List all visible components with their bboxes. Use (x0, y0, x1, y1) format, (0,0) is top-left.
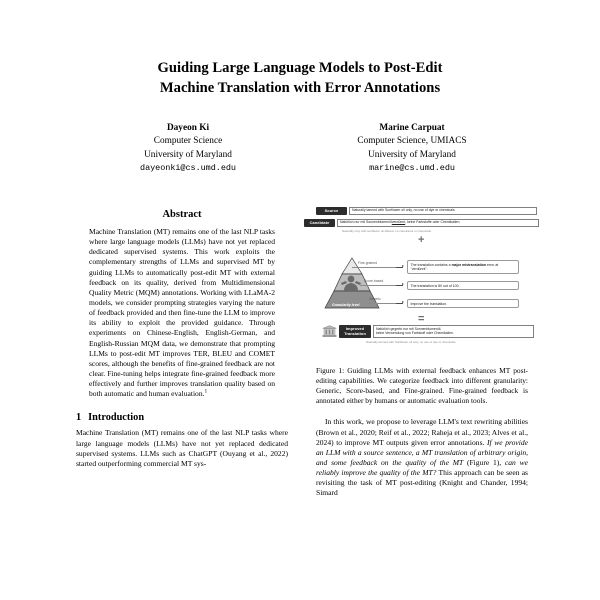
right-column (309, 205, 528, 499)
candidate-text-after: , keine Farbstoffe oder Chemikalien. (405, 220, 461, 225)
feedback-generic (407, 299, 519, 308)
source-tag: Source (316, 207, 347, 215)
pyramid-label: Granularity level (332, 303, 360, 307)
abstract-body (89, 227, 275, 399)
candidate-gloss: Naturally only with sunflower oil diluted, no colourants or chemicals. (342, 229, 432, 233)
figure-1 (309, 205, 528, 405)
candidate-text-before: Natürlich nur mit Sonnenblumenöl (340, 220, 392, 225)
candidate-error-span: verdünnt (391, 220, 406, 225)
figure-caption: Figure 1: Guiding LLMs with external feedback enhances MT post-editing capabilities. We categorize feedback into different granularity: Generic, Score-based, and Fine-grained. Fine-grained feedback is annotated either by humans or automatic evaluation tools. (316, 366, 528, 405)
introduction-paragraph-1: Machine Translation (MT) remains one of the last NLP tasks where large language models (LLMs) have not yet replaced dedicated supervised systems. LLMs such as ChatGPT (Ouyang et al., 2022) started outperforming commercial MT sys- (76, 428, 288, 468)
author-name: Marine Carpuat (379, 123, 445, 134)
paper-title-line1: Guiding Large Language Models to Post-Edit (157, 60, 443, 76)
leader-line-generic (366, 303, 396, 304)
improved-text-line1: Natürlich gegerbt nur mit Sonnenblumenöl, (376, 326, 442, 331)
abstract-paragraph: Machine Translation (MT) remains one of the last NLP tasks where large language models (LLMs) have not yet replaced dedicated supervised systems. This work exploits the complementary strengths of LLMs and supervised MT by guiding LLMs to automatically post-edit MT with external feedback on its quality, derived from Multidimensional Quality Metric (MQM) annotations. Working with LLaMA-2 models, we consider prompting strategies varying the nature of feedback provided and then fine-tune the LLM to improve its ability to exploit the provided guidance. Through experiments on Chinese-English, English-German, and English-Russian MQM data, we demonstrate that prompting LLMs to post-edit MT improves TER, BLEU and COMET scores, although the benefits of fine-grained feedback are not clear. Fine-tuning helps integrate fine-grained feedback more effectively and further improves translation quality based on both automatic and human evaluation. (89, 227, 275, 399)
feedback-text-bold: major mistranslation (451, 262, 486, 267)
improved-text-line2: keine Verwendung von Farbstoff oder Chemikalien. (376, 330, 454, 335)
bank-icon (322, 325, 337, 338)
feedback-fine-grained (407, 260, 519, 274)
feedback-text-plain: The translation is 80 out of 100. (410, 283, 460, 288)
paragraph-text-c: This approach can be seen as revisiting the task of MT post-editing (Knight and Chander, 1994; Simard (316, 468, 528, 498)
improved-translation-tag (339, 325, 371, 338)
candidate-text (337, 219, 539, 227)
feedback-text-rest: error at "verdünnt". (410, 262, 499, 271)
author-affiliation-line1: Computer Science (153, 136, 223, 147)
title-block (76, 0, 524, 98)
improved-tag-line2: Translation (344, 330, 366, 336)
author-affiliation-line1: Computer Science, UMIACS (357, 136, 467, 147)
leader-line-score-based (360, 285, 396, 286)
body-columns (76, 205, 528, 499)
author-email[interactable]: dayeonki@cs.umd.edu (140, 162, 236, 173)
author-affiliation-line2: University of Maryland (368, 149, 456, 160)
paragraph-italic-2: can we reliably improve the quality of the MT? (316, 457, 528, 478)
author-affiliation-line2: University of Maryland (144, 149, 232, 160)
improved-translation-row (339, 325, 534, 338)
author-entry (76, 122, 300, 174)
section-number: 1 (76, 412, 82, 424)
right-column-paragraph-1 (316, 417, 528, 498)
section-title: Introduction (88, 412, 145, 424)
author-email[interactable]: marine@cs.umd.edu (369, 162, 455, 173)
abstract-heading: Abstract (162, 209, 202, 220)
candidate-tag: Candidate (304, 219, 335, 227)
arrow-head-generic (402, 301, 404, 303)
equals-icon: = (418, 313, 425, 325)
improved-translation-text (373, 325, 534, 338)
feedback-text-plain: Improve the translation. (410, 301, 448, 306)
paragraph-text-a: In this work, we propose to leverage LLM's text rewriting abilities (Brown et al., 2020; Reif et al., 2022; Raheja et al., 2023; Alves et al., 2024) to improve MT outputs given error annotations. (316, 417, 528, 447)
paragraph-italic-1: If we provide an LLM with a source sentence, a MT translation of arbitrary origin, and some feedback on the quality of the MT (316, 437, 528, 467)
feedback-text-plain: The translation contains a (410, 262, 452, 267)
plus-icon: + (418, 234, 425, 246)
figure-1-graphic (309, 205, 528, 357)
feedback-score-based (407, 281, 519, 290)
improved-gloss: Naturally tanned with Sunflower oil only, no use of dye or chemicals. (366, 340, 457, 344)
page-title (76, 58, 524, 98)
abstract-text (89, 227, 275, 399)
leader-line-fine-grained (352, 267, 396, 268)
paragraph-text-b: (Figure 1), (463, 457, 505, 467)
paper-title-line2: Machine Translation with Error Annotations (159, 80, 441, 97)
level-label-generic: Generic (369, 297, 381, 301)
author-name: Dayeon Ki (166, 123, 210, 134)
author-block (76, 98, 524, 174)
section-heading-introduction (76, 412, 288, 423)
author-entry (300, 122, 524, 174)
arrow-head-score-based (402, 283, 404, 285)
source-text: Naturally tanned with Sunflower oil only, no use of dye or chemicals. (349, 207, 537, 215)
level-label-fine-grained: Fine-grained (358, 261, 378, 265)
footnote-marker: 1 (204, 388, 208, 395)
level-label-score-based: Score-based (364, 279, 384, 283)
arrow-head-fine-grained (402, 265, 404, 267)
candidate-row (304, 219, 539, 227)
improved-tag-line1: Improved (345, 326, 365, 332)
bank-icon-shape (322, 325, 337, 338)
source-row (316, 207, 537, 215)
left-column (76, 205, 288, 499)
